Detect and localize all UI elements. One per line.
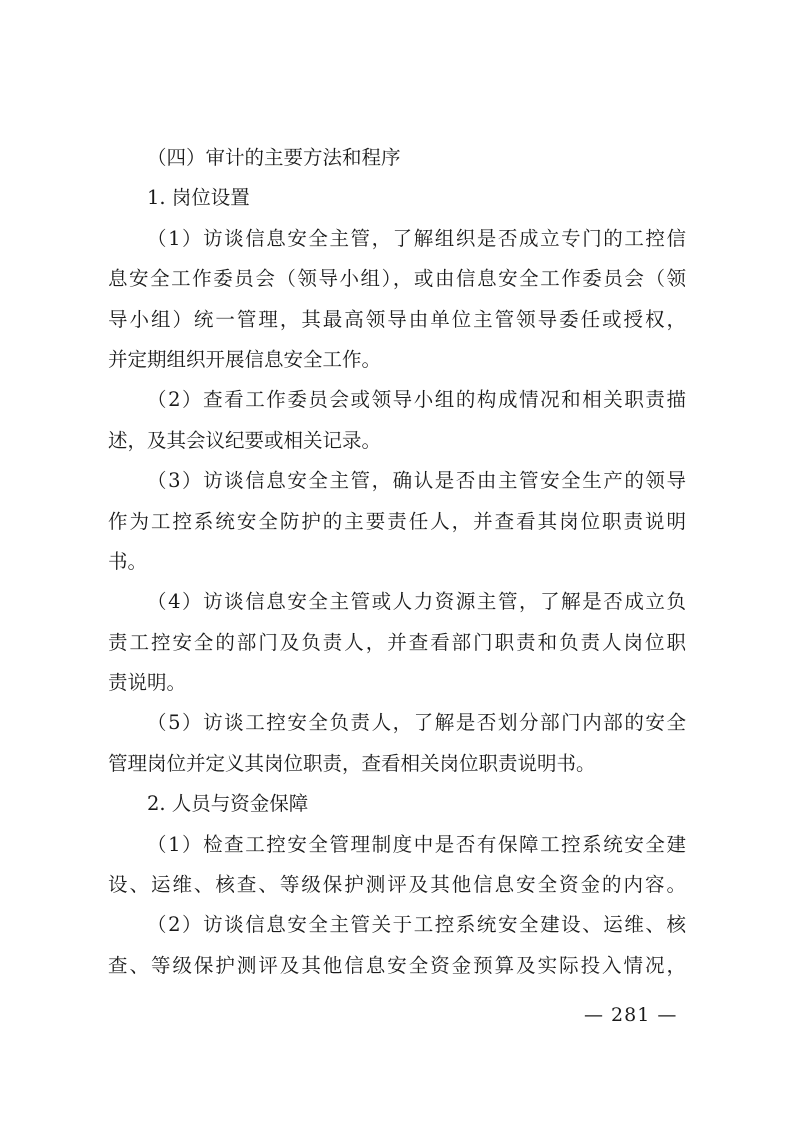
text-line: 管理岗位并定义其岗位职责，查看相关岗位职责说明书。: [108, 751, 596, 775]
text-line: （四）审计的主要方法和程序: [147, 146, 401, 169]
text-line: 作为工控系统安全防护的主要责任人，并查看其岗位职责说明: [108, 509, 686, 533]
text-line: （3）访谈信息安全主管，确认是否由主管安全生产的领导: [147, 469, 686, 493]
text-line: （1）检查工控安全管理制度中是否有保障工控系统安全建: [147, 832, 686, 856]
text-line: 息安全工作委员会（领导小组），或由信息安全工作委员会（领: [108, 267, 686, 291]
text-line: （2）查看工作委员会或领导小组的构成情况和相关职责描: [147, 388, 686, 412]
text-line: （4）访谈信息安全主管或人力资源主管，了解是否成立负: [147, 590, 686, 614]
text-line: 并定期组织开展信息安全工作。: [108, 347, 382, 371]
text-line: （2）访谈信息安全主管关于工控系统安全建设、运维、核: [147, 913, 686, 937]
text-line: 导小组）统一管理，其最高领导由单位主管领导委任或授权，: [108, 307, 686, 331]
text-line: 2. 人员与资金保障: [147, 792, 309, 816]
text-line: （5）访谈工控安全负责人，了解是否划分部门内部的安全: [147, 711, 686, 735]
text-line: （1）访谈信息安全主管，了解组织是否成立专门的工控信: [147, 226, 686, 250]
text-line: 查、等级保护测评及其他信息安全资金预算及实际投入情况，: [108, 953, 686, 977]
body-text: [108, 138, 686, 986]
text-line: 设、运维、核查、等级保护测评及其他信息安全资金的内容。: [108, 873, 686, 897]
text-line: 责说明。: [108, 671, 187, 695]
text-line: 1. 岗位设置: [147, 186, 250, 210]
text-line: 述，及其会议纪要或相关记录。: [108, 428, 382, 452]
page-number: — 281 —: [584, 1004, 678, 1026]
text-line: 书。: [108, 549, 148, 573]
text-line: 责工控安全的部门及负责人，并查看部门职责和负责人岗位职: [108, 630, 686, 654]
